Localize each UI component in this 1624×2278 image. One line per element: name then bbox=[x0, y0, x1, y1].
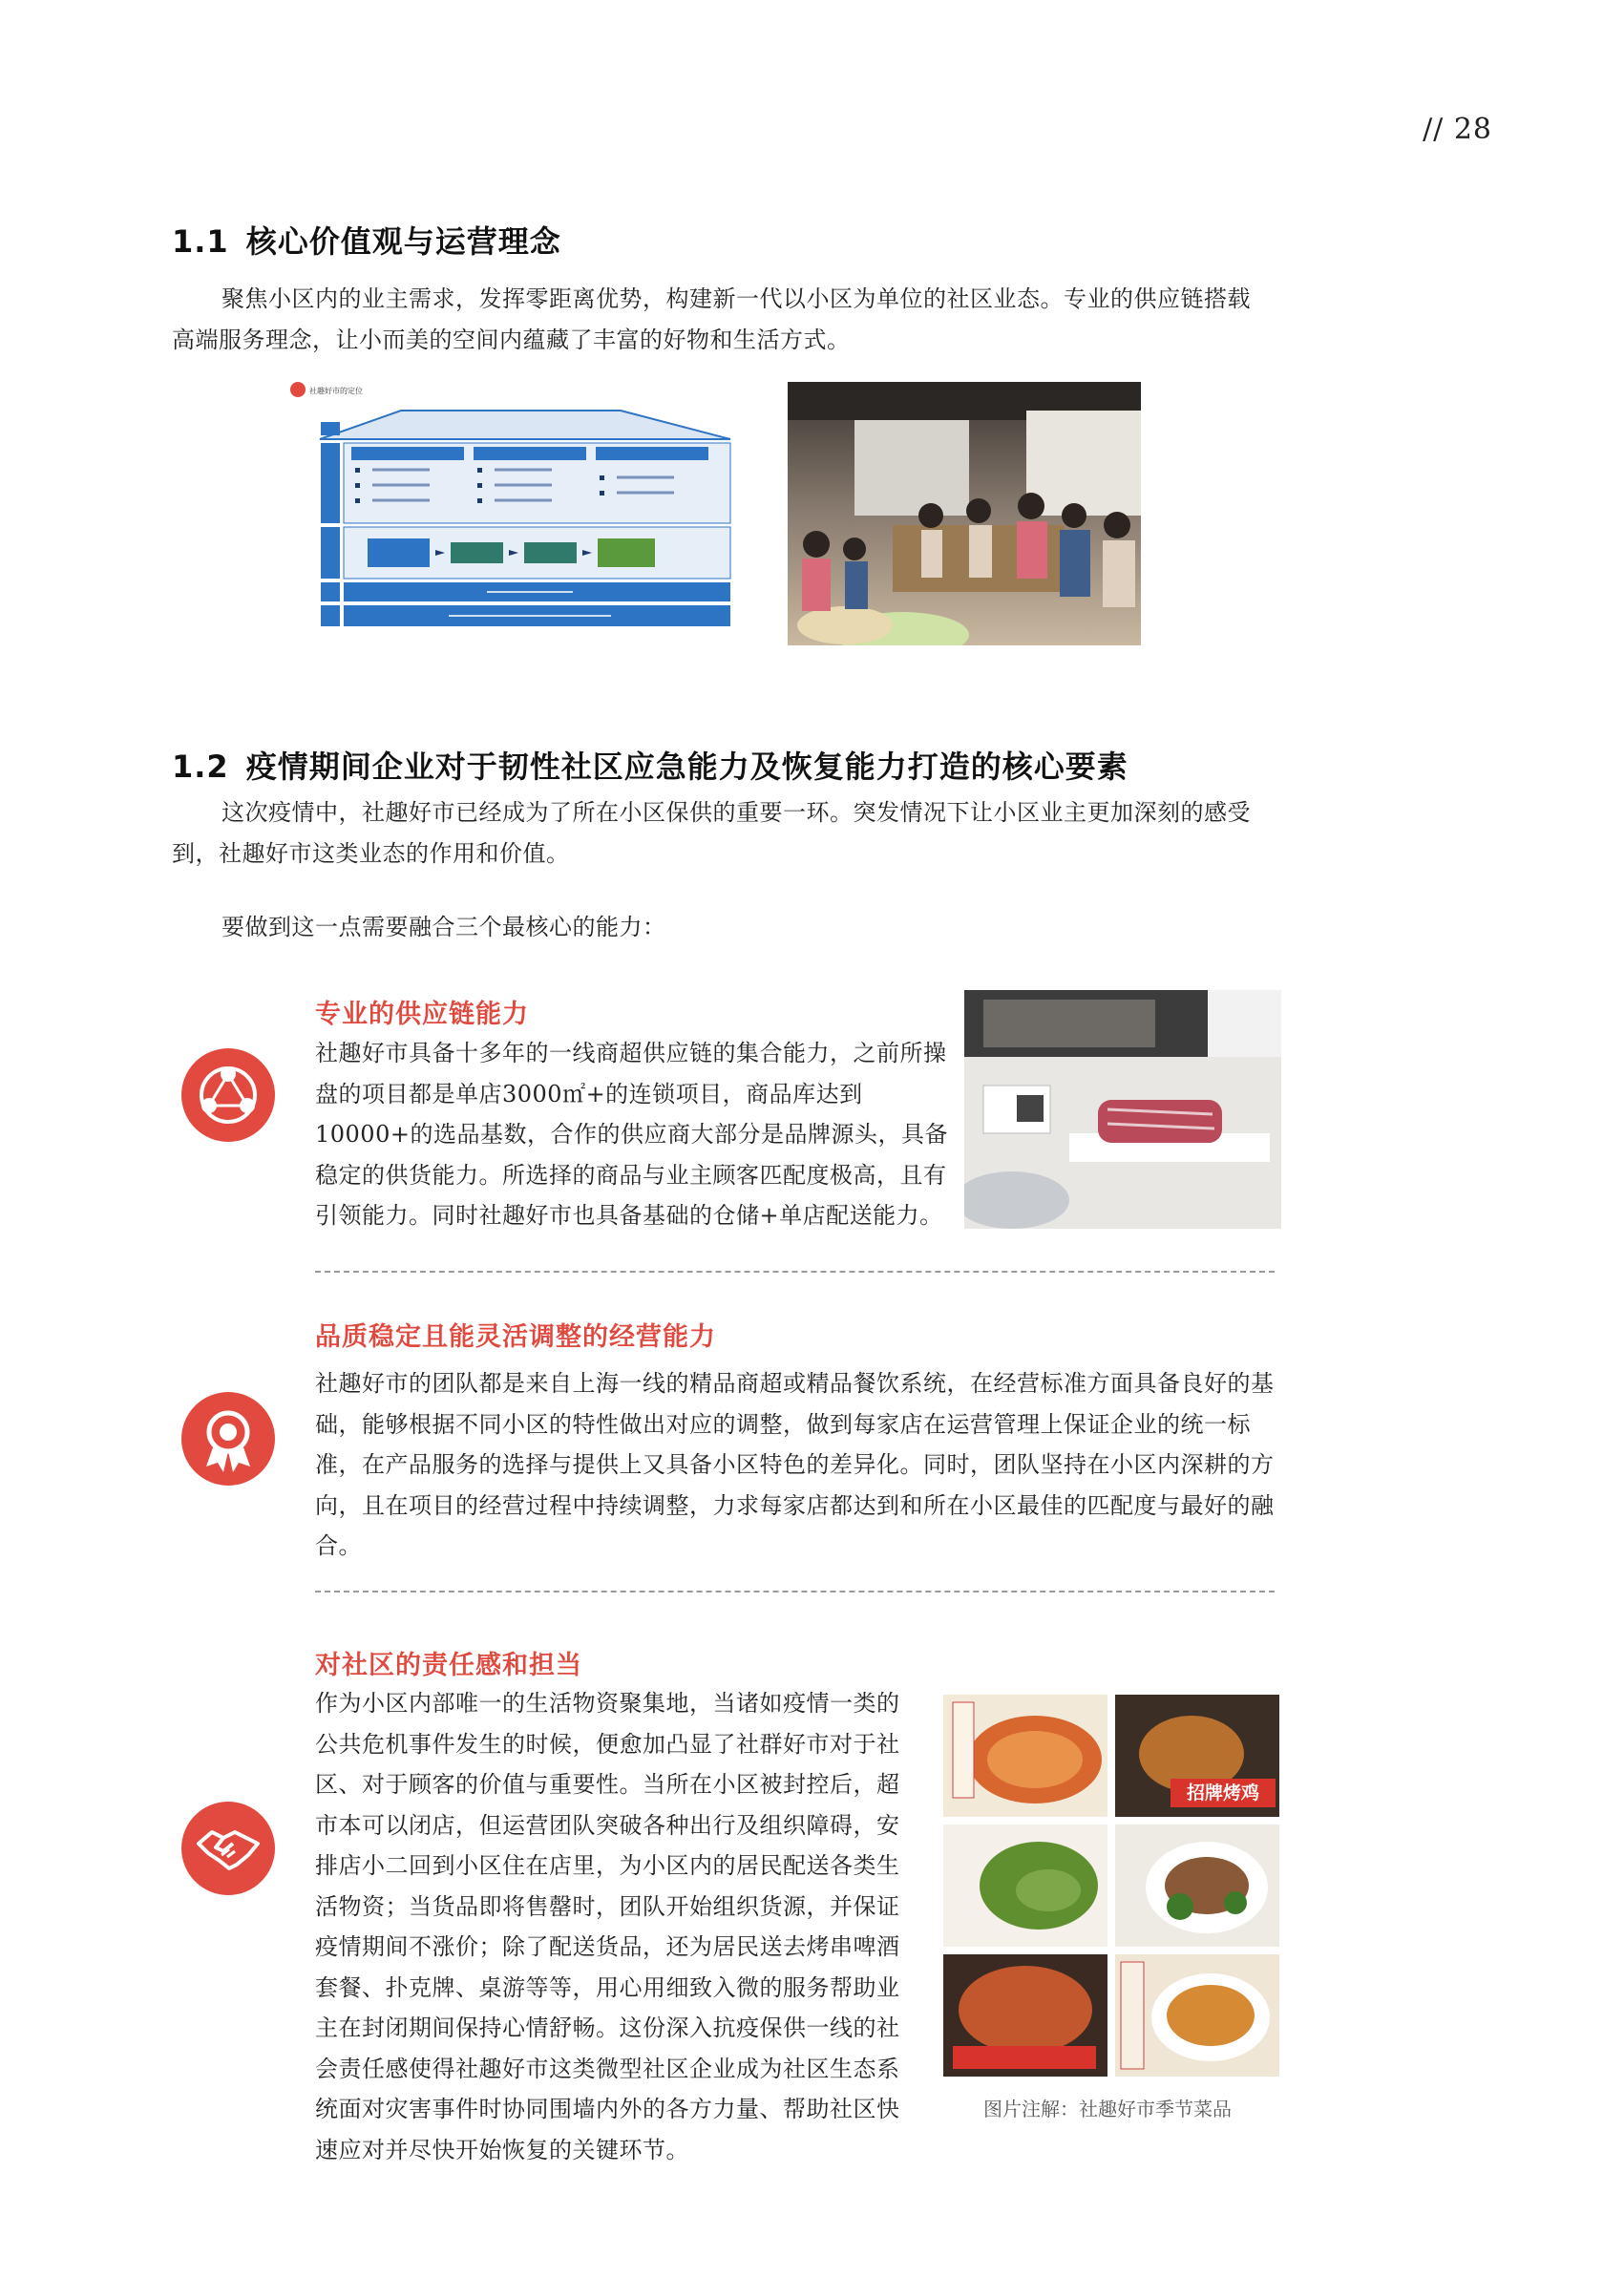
section-1-paragraph: 聚焦小区内的业主需求，发挥零距离优势，构建新一代以小区为单位的社区业态。专业的供应链搭载高端服务理念，让小而美的空间内蕴藏了丰富的好物和生活方式。 bbox=[172, 285, 1251, 353]
diagram-header: 社趣好市的定位 bbox=[309, 387, 363, 395]
capability-3-text: 作为小区内部唯一的生活物资聚集地，当诸如疫情一类的公共危机事件发生的时候，便愈加凸显了社群好市对于社区、对于顾客的价值与重要性。当所在小区被封控后，超市本可以闭店，但运营团队突破各种出行及组织障碍，安排店小二回到小区住在店里，为小区内的居民配送各类生活物资；当货品即将售罄时，团队开始组织货源，并保证疫情期间不涨价；除了配送货品，还为居民送去烤串啤酒套餐、扑克牌、桌游等等，用心用细致入微的服务帮助业主在封闭期间保持心情舒畅。这份深入抗疫保供一线的社会责任感使得社趣好市这类微型社区企业成为社区生态系统面对灾害事件时协同围墙内外的各方力量、帮助社区快速应对并尽快开始恢复的关键环节。 bbox=[315, 1690, 900, 2163]
photo-caption: 图片注解：社趣好市季节菜品 bbox=[983, 2098, 1232, 2120]
capability-1-text: 社趣好市具备十多年的一线商超供应链的集合能力，之前所操盘的项目都是单店3000㎡+的连锁项目，商品库达到10000+的选品基数，合作的供应商大部分是品牌源头，具备稳定的供货能力。所选择的商品与业主顾客匹配度极高，且有引领能力。同时社趣好市也具备基础的仓储+单店配送能力。 bbox=[315, 1040, 948, 1229]
section-2-heading bbox=[172, 743, 1128, 787]
store-photo bbox=[788, 382, 1141, 645]
capability-2-text: 社趣好市的团队都是来自上海一线的精品商超或精品餐饮系统，在经营标准方面具备良好的基础，能够根据不同小区的特性做出对应的调整，做到每家店在运营管理上保证企业的统一标准，在产品服务的选择与提供上又具备小区特色的差异化。同时，团队坚持在小区内深耕的方向，且在项目的经营过程中持续调整，力求每家店都达到和所在小区最佳的匹配度与最好的融合。 bbox=[315, 1370, 1275, 1559]
seasonal-dishes-grid bbox=[943, 1695, 1279, 2077]
divider bbox=[315, 1591, 1275, 1592]
award-icon bbox=[181, 1392, 275, 1486]
section-1-heading bbox=[172, 218, 561, 262]
capability-2-title: 品质稳定且能灵活调整的经营能力 bbox=[315, 1322, 716, 1352]
handshake-icon bbox=[181, 1802, 275, 1895]
roast-chicken-label: 招牌烤鸡 bbox=[1186, 1782, 1260, 1803]
section-2-paragraph-2: 要做到这一点需要融合三个最核心的能力： bbox=[221, 914, 666, 940]
section-2-paragraph-1: 这次疫情中，社趣好市已经成为了所在小区保供的重要一环。突发情况下让小区业主更加深刻的感受到，社趣好市这类业态的作用和价值。 bbox=[172, 799, 1251, 867]
section-title: 核心价值观与运营理念 bbox=[245, 223, 561, 260]
section-title: 疫情期间企业对于韧性社区应急能力及恢复能力打造的核心要素 bbox=[245, 749, 1128, 785]
meat-photo bbox=[964, 990, 1281, 1229]
network-icon bbox=[181, 1048, 275, 1142]
section-number: 1.1 bbox=[172, 223, 229, 260]
capability-3-title: 对社区的责任感和担当 bbox=[315, 1651, 582, 1680]
section-number: 1.2 bbox=[172, 749, 229, 785]
divider bbox=[315, 1271, 1275, 1273]
page-number: // 28 bbox=[1423, 113, 1492, 146]
capability-1-title: 专业的供应链能力 bbox=[315, 1000, 529, 1029]
positioning-diagram bbox=[286, 380, 735, 649]
